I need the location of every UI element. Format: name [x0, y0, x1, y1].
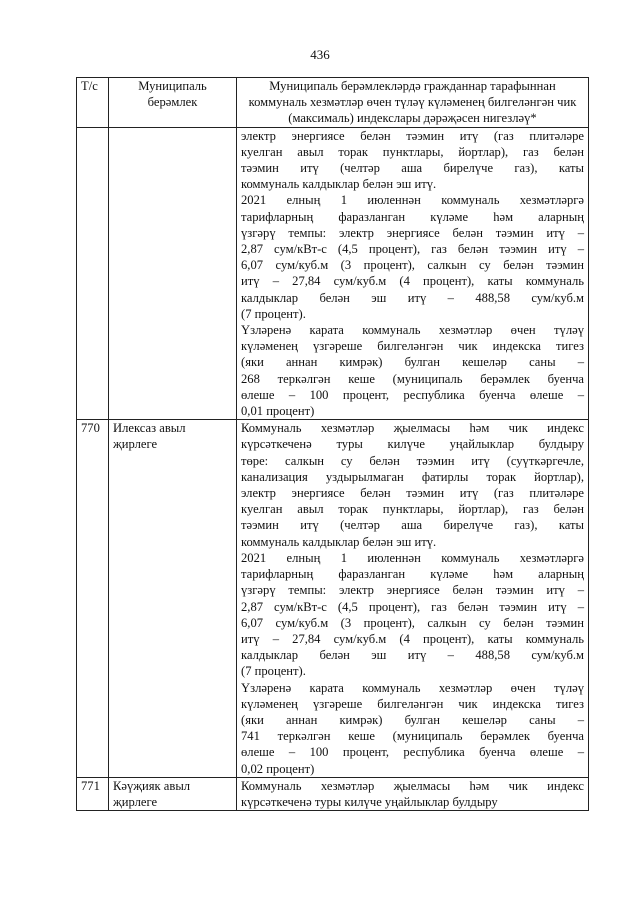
description-paragraph	[241, 550, 584, 680]
header-ts: Т/с	[77, 78, 109, 128]
municipality-name: Кәүҗияк авыл җирлеге	[109, 777, 237, 810]
description-line: куелган авыл торак пунктлары, йортлар), газ белән	[241, 144, 584, 159]
description-line: (яки аннан кимрәк) булган кешеләр саны –	[241, 355, 584, 370]
description-line: 6,07 сум/куб.м (3 процент), салкын су белән тәэмин	[241, 615, 584, 630]
description-line: 2,87 сум/кВт-с (4,5 процент), газ белән тәэмин итү –	[241, 242, 584, 257]
table-row	[77, 777, 589, 810]
description-cell	[237, 127, 589, 420]
description-line: күрсәткеченә туры килүче уңайлыклар булдыру	[241, 794, 498, 809]
row-number	[77, 127, 109, 420]
description-line: 2,87 сум/кВт-с (4,5 процент), газ белән тәэмин итү –	[241, 599, 584, 614]
description-line: күләменең үзгәреше билгеләнгән чик индекска тигез	[241, 696, 584, 711]
header-description: Муниципаль берәмлекләрдә гражданнар тарафыннан коммуналь хезмәтләр өчен түләү күләменең билгеләнгән чик (максималь) индекслары дәрәҗәсен нигезләү*	[237, 78, 589, 128]
description-line: күләменең үзгәреше билгеләнгән чик индекска тигез	[241, 339, 584, 354]
description-line: тарифларның фаразланган күләме һәм аларның	[241, 567, 584, 582]
description-line: (7 процент).	[241, 664, 306, 679]
description-line: (яки аннан кимрәк) булган кешеләр саны –	[241, 712, 584, 727]
description-line: үзгәрү темпы: электр энергиясе белән тәэмин итү –	[241, 583, 584, 598]
utilities-table	[76, 77, 589, 811]
page-number: 436	[310, 47, 330, 62]
table-row	[77, 127, 589, 420]
description-line: 268 теркәлгән кеше (муниципаль берәмлек буенча	[241, 371, 584, 386]
description-line: төре: салкын су белән тәэмин итү (суүткәргечле,	[241, 453, 584, 468]
description-line: коммуналь калдыклар белән эш итү.	[241, 534, 437, 549]
description-line: итү – 27,84 сум/куб.м (4 процент), каты коммуналь	[241, 631, 584, 646]
description-paragraph	[241, 778, 584, 810]
description-paragraph	[241, 192, 584, 322]
description-line: коммуналь калдыклар белән эш итү.	[241, 177, 437, 192]
description-cell	[237, 420, 589, 777]
description-line: Коммуналь хезмәтләр җыелмасы һәм чик индекс	[241, 778, 584, 793]
description-line: электр энергиясе белән тәэмин итү (газ плитәләре	[241, 128, 584, 143]
row-number: 770	[77, 420, 109, 777]
description-line: Үзләренә карата коммуналь хезмәтләр өчен түләү	[241, 323, 584, 338]
description-line: 0,01 процент)	[241, 404, 315, 419]
description-line: тәэмин итү (челтәр аша бирелүче газ), каты	[241, 518, 584, 533]
description-line: тарифларның фаразланган күләме һәм аларның	[241, 209, 584, 224]
row-number: 771	[77, 777, 109, 810]
description-line: күрсәткеченә туры килүче уңайлыклар булдыру	[241, 437, 584, 452]
description-line: үзгәрү темпы: электр энергиясе белән тәэмин итү –	[241, 225, 584, 240]
description-line: канализация уздырылмаган фатирлы торак йортлар),	[241, 469, 584, 484]
description-paragraph	[241, 322, 584, 419]
description-paragraph	[241, 420, 584, 550]
description-paragraph	[241, 128, 584, 193]
description-line: 741 теркәлгән кеше (муниципаль берәмлек буенча	[241, 729, 584, 744]
description-line: өлеше – 100 процент, республика буенча өлеше –	[241, 745, 584, 760]
table-header-row	[77, 78, 589, 128]
description-line: калдыклар белән эш итү – 488,58 сум/куб.м	[241, 648, 584, 663]
description-line: Үзләренә карата коммуналь хезмәтләр өчен түләү	[241, 680, 584, 695]
description-line: куелган авыл торак пунктлары, йортлар), газ белән	[241, 502, 584, 517]
description-line: 0,02 процент)	[241, 761, 315, 776]
table-row	[77, 420, 589, 777]
description-cell	[237, 777, 589, 810]
description-line: итү – 27,84 сум/куб.м (4 процент), каты коммуналь	[241, 274, 584, 289]
description-line: 2021 елның 1 июленнән коммуналь хезмәтләргә	[241, 550, 584, 565]
description-line: Коммуналь хезмәтләр җыелмасы һәм чик индекс	[241, 421, 584, 436]
description-line: тәэмин итү (челтәр аша бирелүче газ), каты	[241, 161, 584, 176]
description-paragraph	[241, 680, 584, 777]
header-municipality: Муниципаль берәмлек	[109, 78, 237, 128]
municipality-name: Илексаз авыл җирлеге	[109, 420, 237, 777]
description-line: 2021 елның 1 июленнән коммуналь хезмәтләргә	[241, 193, 584, 208]
description-line: электр энергиясе белән тәэмин итү (газ плитәләре	[241, 486, 584, 501]
municipality-name	[109, 127, 237, 420]
description-line: өлеше – 100 процент, республика буенча өлеше –	[241, 387, 584, 402]
description-line: (7 процент).	[241, 306, 306, 321]
description-line: калдыклар белән эш итү – 488,58 сум/куб.м	[241, 290, 584, 305]
description-line: 6,07 сум/куб.м (3 процент), салкын су белән тәэмин	[241, 258, 584, 273]
